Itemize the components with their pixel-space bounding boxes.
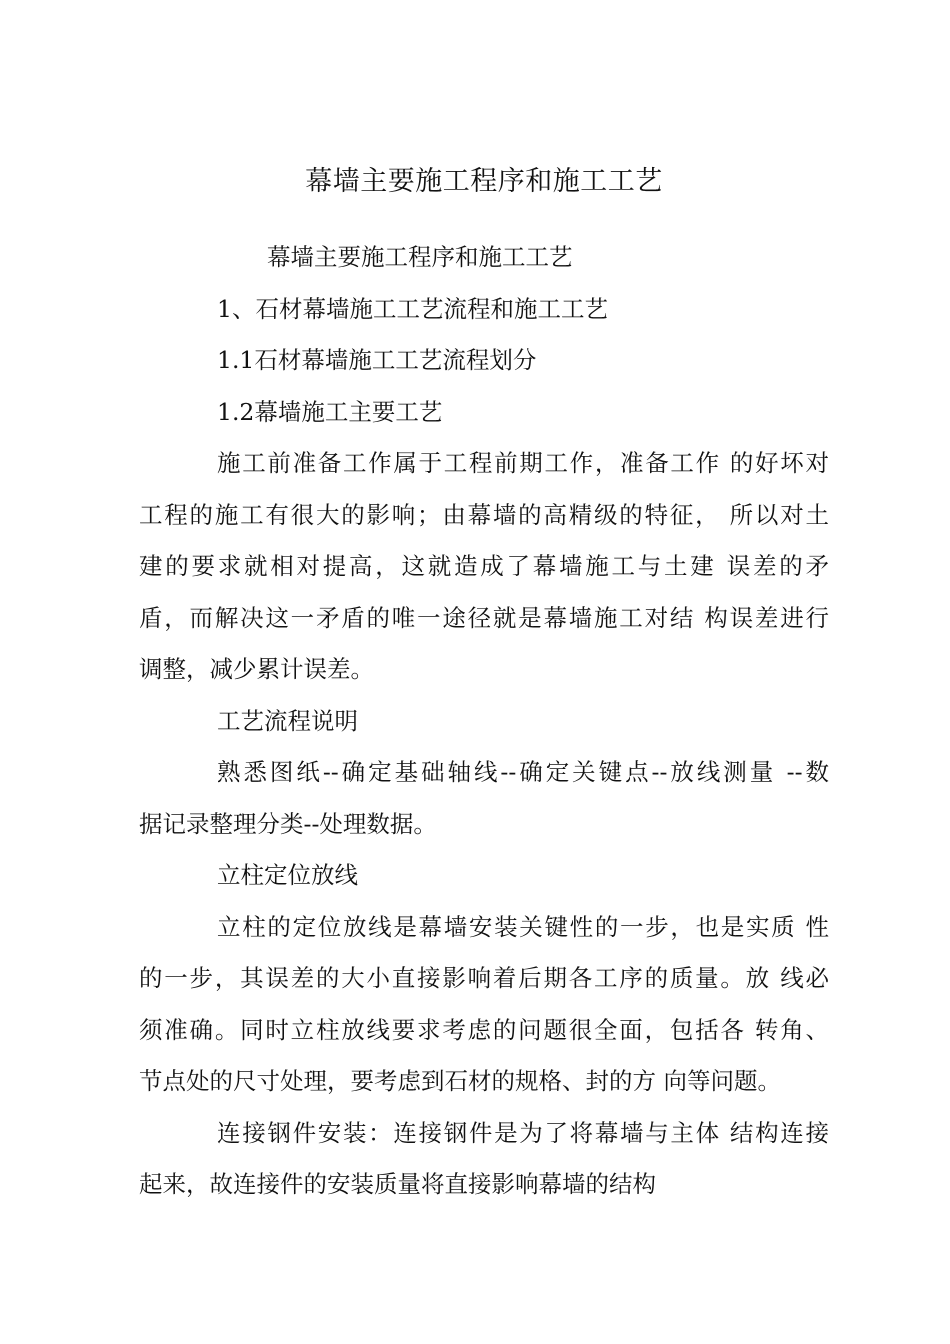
section-heading: 工艺流程说明 xyxy=(217,706,358,735)
paragraph-line: 工程的施工有很大的影响；由幕墙的高精级的特征， 所以对土 xyxy=(139,500,829,529)
section-heading: 1.2幕墙施工主要工艺 xyxy=(217,397,443,426)
section-heading: 1、石材幕墙施工工艺流程和施工工艺 xyxy=(217,294,608,323)
paragraph-line: 调整，减少累计误差。 xyxy=(139,655,374,683)
paragraph-line: 节点处的尺寸处理，要考虑到石材的规格、封的方 向等问题。 xyxy=(139,1067,781,1095)
section-heading: 立柱定位放线 xyxy=(217,861,358,889)
paragraph-line: 立柱的定位放线是幕墙安装关键性的一步，也是实质 性 xyxy=(217,912,829,941)
paragraph-line: 盾，而解决这一矛盾的唯一途径就是幕墙施工对结 构误差进行 xyxy=(139,603,829,632)
paragraph-line: 据记录整理分类--处理数据。 xyxy=(139,809,437,838)
paragraph-line: 的一步，其误差的大小直接影响着后期各工序的质量。放 线必 xyxy=(139,964,829,992)
paragraph-line: 施工前准备工作属于工程前期工作，准备工作 的好坏对 xyxy=(217,449,829,477)
paragraph-line: 连接钢件安装：连接钢件是为了将幕墙与主体 结构连接 xyxy=(217,1118,829,1147)
document-body xyxy=(139,232,829,1211)
paragraph-line: 建的要求就相对提高，这就造成了幕墙施工与土建 误差的矛 xyxy=(139,552,829,580)
section-heading: 1.1石材幕墙施工工艺流程划分 xyxy=(217,346,537,374)
subtitle-line: 幕墙主要施工程序和施工工艺 xyxy=(267,243,573,271)
paragraph-line: 起来，故连接件的安装质量将直接影响幕墙的结构 xyxy=(139,1170,656,1198)
paragraph-line: 须准确。同时立柱放线要求考虑的问题很全面，包括各 转角、 xyxy=(139,1015,829,1044)
paragraph-line: 熟悉图纸--确定基础轴线--确定关键点--放线测量 --数 xyxy=(217,758,829,786)
document-title: 幕墙主要施工程序和施工工艺 xyxy=(305,166,663,197)
